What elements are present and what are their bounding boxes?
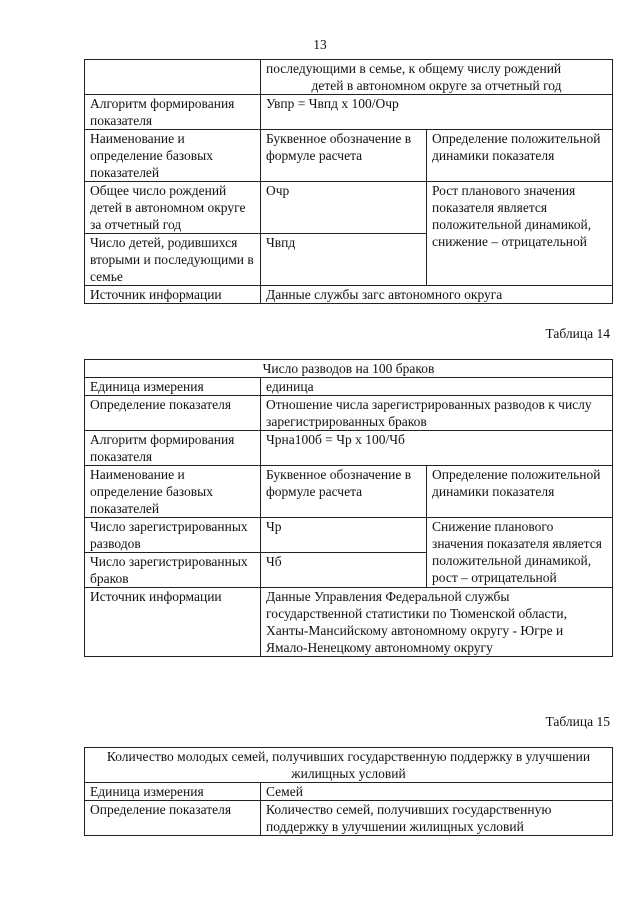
cont-line-2: детей в автономном округе за отчетный год bbox=[311, 78, 562, 93]
row-value: Количество семей, получивших государственную поддержку в улучшении жилищных условий bbox=[261, 801, 613, 836]
table-cell bbox=[85, 60, 261, 95]
row-label: Алгоритм формирования показателя bbox=[85, 95, 261, 130]
row-label: Единица измерения bbox=[85, 783, 261, 801]
table-cell: Чр bbox=[261, 518, 427, 553]
row-value: Увпр = Чвпд х 100/Очр bbox=[261, 95, 613, 130]
header-cell: Буквенное обозначение в формуле расчета bbox=[261, 466, 427, 518]
table-caption-14: Таблица 14 bbox=[545, 326, 610, 341]
dynamic-cell: Снижение планового значения показателя является положительной динамикой, рост – отрицательной bbox=[427, 518, 613, 588]
table-row bbox=[85, 60, 613, 95]
table-cell: Число зарегистрированных браков bbox=[85, 553, 261, 588]
cont-line-1: последующими в семье, к общему числу рождений bbox=[266, 61, 562, 76]
dynamic-cell: Рост планового значения показателя является положительной динамикой, снижение – отрицательной bbox=[427, 182, 613, 286]
table-cell: Число зарегистрированных разводов bbox=[85, 518, 261, 553]
row-label: Единица измерения bbox=[85, 378, 261, 396]
header-cell: Буквенное обозначение в формуле расчета bbox=[261, 130, 427, 182]
row-value: Чрна100б = Чр х 100/Чб bbox=[261, 431, 613, 466]
indicator-table-14 bbox=[84, 359, 613, 657]
table-cell bbox=[261, 60, 613, 95]
row-label: Определение показателя bbox=[85, 801, 261, 836]
indicator-table-15 bbox=[84, 747, 613, 836]
header-cell: Определение положительной динамики показателя bbox=[427, 130, 613, 182]
table-row bbox=[85, 286, 613, 304]
table-cell: Чвпд bbox=[261, 234, 427, 286]
table-row bbox=[85, 748, 613, 783]
table-row bbox=[85, 466, 613, 518]
page-number: 13 bbox=[313, 37, 327, 52]
table-title: Количество молодых семей, получивших государственную поддержку в улучшении жилищных условий bbox=[85, 748, 613, 783]
header-cell: Определение положительной динамики показателя bbox=[427, 466, 613, 518]
row-value: единица bbox=[261, 378, 613, 396]
table-row bbox=[85, 801, 613, 836]
table-caption-15: Таблица 15 bbox=[545, 714, 610, 729]
header-cell: Наименование и определение базовых показателей bbox=[85, 466, 261, 518]
row-value: Семей bbox=[261, 783, 613, 801]
table-cell: Общее число рождений детей в автономном округе за отчетный год bbox=[85, 182, 261, 234]
table-row bbox=[85, 130, 613, 182]
table-cell: Очр bbox=[261, 182, 427, 234]
table-cell: Чб bbox=[261, 553, 427, 588]
table-row bbox=[85, 182, 613, 234]
table-row bbox=[85, 431, 613, 466]
row-label: Источник информации bbox=[85, 588, 261, 657]
header-cell: Наименование и определение базовых показателей bbox=[85, 130, 261, 182]
table-row bbox=[85, 518, 613, 553]
table-row bbox=[85, 360, 613, 378]
indicator-table-13 bbox=[84, 59, 613, 304]
table-row bbox=[85, 783, 613, 801]
table-row bbox=[85, 378, 613, 396]
row-value: Данные службы загс автономного округа bbox=[261, 286, 613, 304]
row-label: Алгоритм формирования показателя bbox=[85, 431, 261, 466]
table-row bbox=[85, 588, 613, 657]
row-label: Определение показателя bbox=[85, 396, 261, 431]
table-cell: Число детей, родившихся вторыми и последующими в семье bbox=[85, 234, 261, 286]
row-label: Источник информации bbox=[85, 286, 261, 304]
table-row bbox=[85, 396, 613, 431]
table-title: Число разводов на 100 браков bbox=[85, 360, 613, 378]
table-row bbox=[85, 95, 613, 130]
row-value: Отношение числа зарегистрированных разводов к числу зарегистрированных браков bbox=[261, 396, 613, 431]
row-value: Данные Управления Федеральной службы государственной статистики по Тюменской области, Ханты-Мансийскому автономному округу - Югре и Ямало-Ненецкому автономному округу bbox=[261, 588, 613, 657]
